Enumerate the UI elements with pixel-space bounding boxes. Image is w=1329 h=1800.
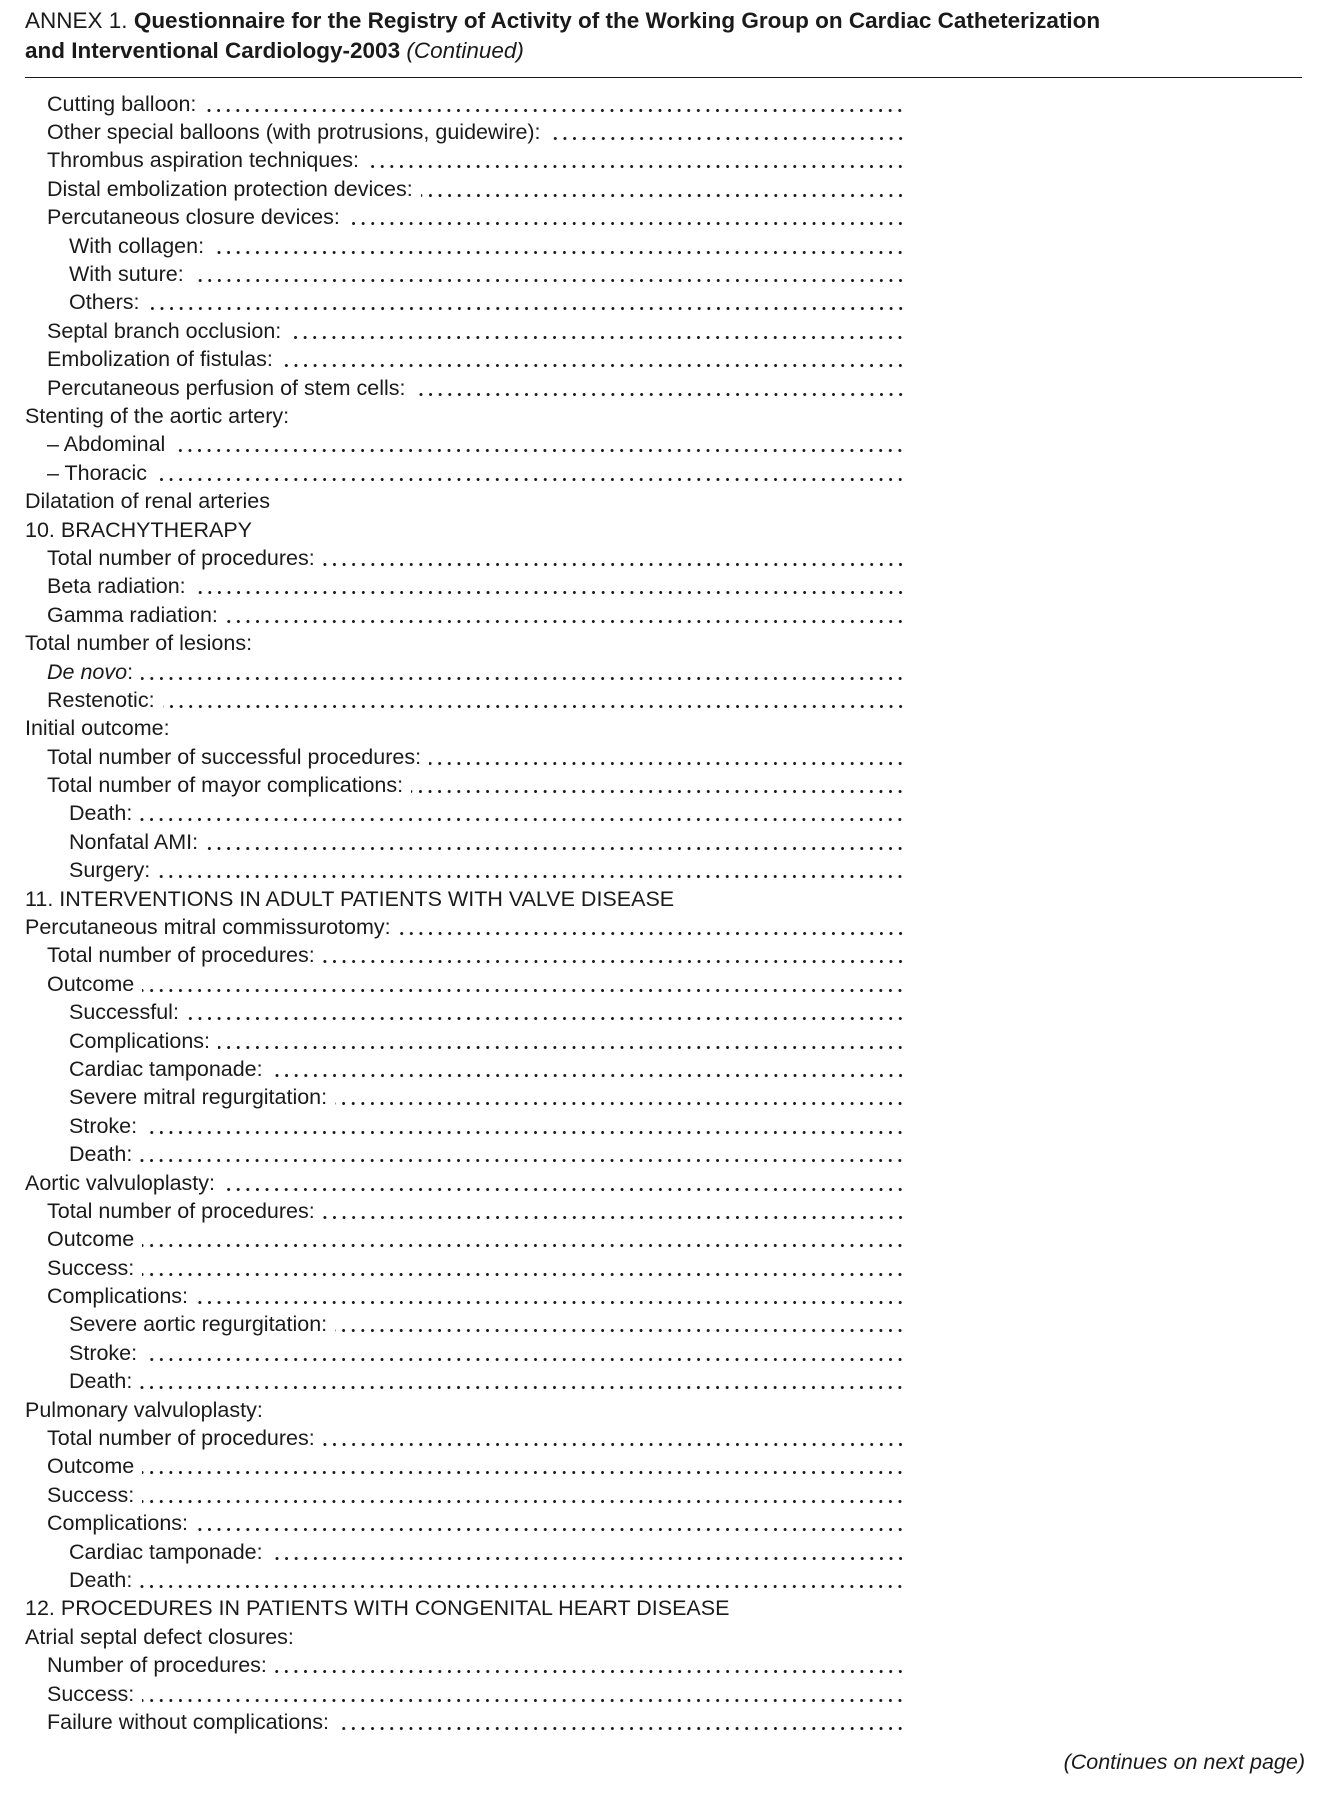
dot-leader [192, 279, 905, 282]
questionnaire-list [25, 90, 905, 1737]
row-label: Death: [69, 801, 133, 826]
row-label: Beta radiation: [47, 574, 186, 599]
questionnaire-row [25, 1197, 905, 1225]
row-label: Nonfatal AMI: [69, 829, 199, 854]
row-label: Total number of lesions: [25, 631, 253, 656]
questionnaire-row [25, 1112, 905, 1140]
row-label: Percutaneous mitral commissurotomy: [25, 915, 391, 940]
row-label: Thrombus aspiration techniques: [47, 148, 359, 173]
dot-leader [187, 1017, 905, 1020]
row-label: – Thoracic [47, 460, 147, 485]
questionnaire-row [25, 970, 905, 998]
dot-leader [140, 1585, 905, 1588]
dot-leader [218, 1046, 905, 1049]
row-label: Surgery: [69, 858, 151, 883]
dot-leader [145, 1131, 905, 1134]
questionnaire-row [25, 1282, 905, 1310]
annex-label: ANNEX 1. [25, 8, 128, 33]
dot-leader [323, 1216, 905, 1219]
dot-leader [271, 1557, 905, 1560]
annex-title [25, 6, 1305, 66]
row-label: 12. PROCEDURES IN PATIENTS WITH CONGENITAL HEART DISEASE [25, 1596, 730, 1621]
dot-leader [348, 222, 905, 225]
dot-leader [323, 563, 905, 566]
questionnaire-row [25, 346, 905, 374]
continues-note: (Continues on next page) [1063, 1750, 1305, 1774]
questionnaire-row [25, 800, 905, 828]
questionnaire-row [25, 487, 905, 515]
questionnaire-row [25, 1651, 905, 1679]
row-label: Total number of procedures: [47, 545, 315, 570]
row-label: Aortic valvuloplasty: [25, 1170, 215, 1195]
row-label: Initial outcome: [25, 716, 170, 741]
questionnaire-row [25, 1566, 905, 1594]
questionnaire-row [25, 317, 905, 345]
row-label: Success: [47, 1482, 135, 1507]
row-label: Outcome [47, 1227, 135, 1252]
dot-leader [163, 705, 905, 708]
dot-leader [141, 677, 905, 680]
questionnaire-row [25, 431, 905, 459]
dot-leader [226, 620, 905, 623]
questionnaire-row [25, 1510, 905, 1538]
questionnaire-row [25, 885, 905, 913]
dot-leader [323, 960, 905, 963]
row-label: Complications: [69, 1028, 210, 1053]
questionnaire-row [25, 1084, 905, 1112]
row-label: Restenotic: [47, 687, 155, 712]
row-label: Other special balloons (with protrusions, guidewire): [47, 120, 541, 145]
questionnaire-row [25, 1396, 905, 1424]
questionnaire-row [25, 857, 905, 885]
row-label: Successful: [69, 1000, 179, 1025]
row-label: Success: [47, 1255, 135, 1280]
row-label: Cardiac tamponade: [69, 1539, 263, 1564]
questionnaire-row [25, 1169, 905, 1197]
row-label-suffix: : [127, 659, 134, 684]
questionnaire-row [25, 175, 905, 203]
dot-leader [158, 875, 905, 878]
row-label: Septal branch occlusion: [47, 318, 282, 343]
dot-leader [337, 1727, 905, 1730]
row-label: Death: [69, 1142, 133, 1167]
row-label: Cardiac tamponade: [69, 1056, 263, 1081]
questionnaire-row [25, 1623, 905, 1651]
dot-leader [399, 932, 905, 935]
questionnaire-row [25, 715, 905, 743]
row-label: Total number of mayor complications: [47, 773, 404, 798]
dot-leader [421, 194, 905, 197]
questionnaire-row [25, 459, 905, 487]
dot-leader [142, 1244, 905, 1247]
questionnaire-row [25, 118, 905, 146]
questionnaire-row [25, 147, 905, 175]
row-label: Number of procedures: [47, 1653, 267, 1678]
questionnaire-row [25, 402, 905, 430]
row-label: Severe mitral regurgitation: [69, 1085, 328, 1110]
continued-note: (Continued) [406, 38, 524, 63]
row-label: Total number of successful procedures: [47, 744, 422, 769]
questionnaire-row [25, 1311, 905, 1339]
dot-leader [196, 1528, 905, 1531]
questionnaire-row [25, 601, 905, 629]
row-label: Percutaneous perfusion of stem cells: [47, 375, 406, 400]
dot-leader [335, 1102, 905, 1105]
questionnaire-row [25, 999, 905, 1027]
row-label: Stroke: [69, 1340, 138, 1365]
row-label: Stenting of the aortic artery: [25, 403, 290, 428]
questionnaire-row [25, 232, 905, 260]
dot-leader [429, 762, 905, 765]
questionnaire-row [25, 771, 905, 799]
row-label: Total number of procedures: [47, 1198, 315, 1223]
dot-leader [271, 1074, 905, 1077]
dot-leader [281, 364, 905, 367]
dot-leader [142, 1273, 905, 1276]
questionnaire-row [25, 686, 905, 714]
questionnaire-row [25, 942, 905, 970]
row-label: Severe aortic regurgitation: [69, 1312, 328, 1337]
title-line-1: Questionnaire for the Registry of Activity of the Working Group on Cardiac Catheterization [133, 8, 1101, 33]
questionnaire-row [25, 544, 905, 572]
row-label: Others: [69, 290, 140, 315]
dot-leader [196, 1301, 905, 1304]
row-label: Success: [47, 1681, 135, 1706]
questionnaire-row [25, 743, 905, 771]
questionnaire-row [25, 573, 905, 601]
title-divider [25, 77, 1302, 78]
questionnaire-row [25, 658, 905, 686]
dot-leader [223, 1188, 905, 1191]
questionnaire-row [25, 1027, 905, 1055]
row-label: De novo [47, 659, 128, 684]
dot-leader [194, 591, 905, 594]
dot-leader [204, 109, 905, 112]
questionnaire-row [25, 374, 905, 402]
dot-leader [411, 790, 905, 793]
questionnaire-row [25, 90, 905, 118]
questionnaire-row [25, 629, 905, 657]
questionnaire-row [25, 1481, 905, 1509]
dot-leader [206, 847, 905, 850]
questionnaire-row [25, 1368, 905, 1396]
title-line-2: and Interventional Cardiology-2003 [25, 38, 401, 63]
questionnaire-row [25, 1254, 905, 1282]
row-label: Complications: [47, 1284, 188, 1309]
row-label: Total number of procedures: [47, 943, 315, 968]
row-label: Distal embolization protection devices: [47, 176, 413, 201]
row-label: With suture: [69, 262, 184, 287]
questionnaire-row [25, 913, 905, 941]
dot-leader [549, 137, 905, 140]
dot-leader [140, 1159, 905, 1162]
questionnaire-row [25, 204, 905, 232]
row-label: Complications: [47, 1511, 188, 1536]
row-label: Death: [69, 1369, 133, 1394]
row-label: Outcome [47, 1454, 135, 1479]
row-label: Death: [69, 1568, 133, 1592]
row-label: Gamma radiation: [47, 602, 218, 627]
dot-leader [155, 478, 905, 481]
dot-leader [140, 1386, 905, 1389]
dot-leader [173, 449, 905, 452]
row-label: Pulmonary valvuloplasty: [25, 1397, 263, 1422]
questionnaire-row [25, 289, 905, 317]
dot-leader [367, 165, 905, 168]
questionnaire-row [25, 1424, 905, 1452]
dot-leader [140, 818, 905, 821]
row-label: Dilatation of renal arteries [25, 489, 270, 514]
row-label: Embolization of fistulas: [47, 347, 273, 372]
row-label: Stroke: [69, 1113, 138, 1138]
questionnaire-row [25, 1339, 905, 1367]
row-label: Atrial septal defect closures: [25, 1624, 294, 1649]
row-label: Cutting balloon: [47, 91, 197, 116]
dot-leader [148, 307, 906, 310]
row-label: With collagen: [69, 233, 205, 258]
dot-leader [142, 989, 905, 992]
dot-leader [323, 1443, 905, 1446]
questionnaire-row [25, 516, 905, 544]
questionnaire-row [25, 1226, 905, 1254]
row-label: Total number of procedures: [47, 1426, 315, 1451]
questionnaire-row [25, 1055, 905, 1083]
dot-leader [289, 336, 905, 339]
dot-leader [145, 1358, 905, 1361]
dot-leader [142, 1471, 905, 1474]
questionnaire-row [25, 1453, 905, 1481]
row-label: 10. BRACHYTHERAPY [25, 517, 253, 542]
dot-leader [142, 1500, 905, 1503]
dot-leader [212, 251, 905, 254]
row-label: Outcome [47, 971, 135, 996]
dot-leader [142, 1699, 905, 1702]
questionnaire-row [25, 1538, 905, 1566]
questionnaire-row [25, 1140, 905, 1168]
questionnaire-row [25, 1595, 905, 1623]
questionnaire-row [25, 1708, 905, 1736]
questionnaire-row [25, 1680, 905, 1708]
row-label: – Abdominal [47, 432, 166, 457]
questionnaire-row [25, 260, 905, 288]
questionnaire-row [25, 828, 905, 856]
dot-leader [275, 1670, 905, 1673]
dot-leader [414, 393, 905, 396]
row-label: Percutaneous closure devices: [47, 205, 340, 230]
dot-leader [335, 1329, 905, 1332]
row-label: 11. INTERVENTIONS IN ADULT PATIENTS WITH VALVE DISEASE [25, 886, 675, 911]
row-label: Failure without complications: [47, 1709, 330, 1734]
